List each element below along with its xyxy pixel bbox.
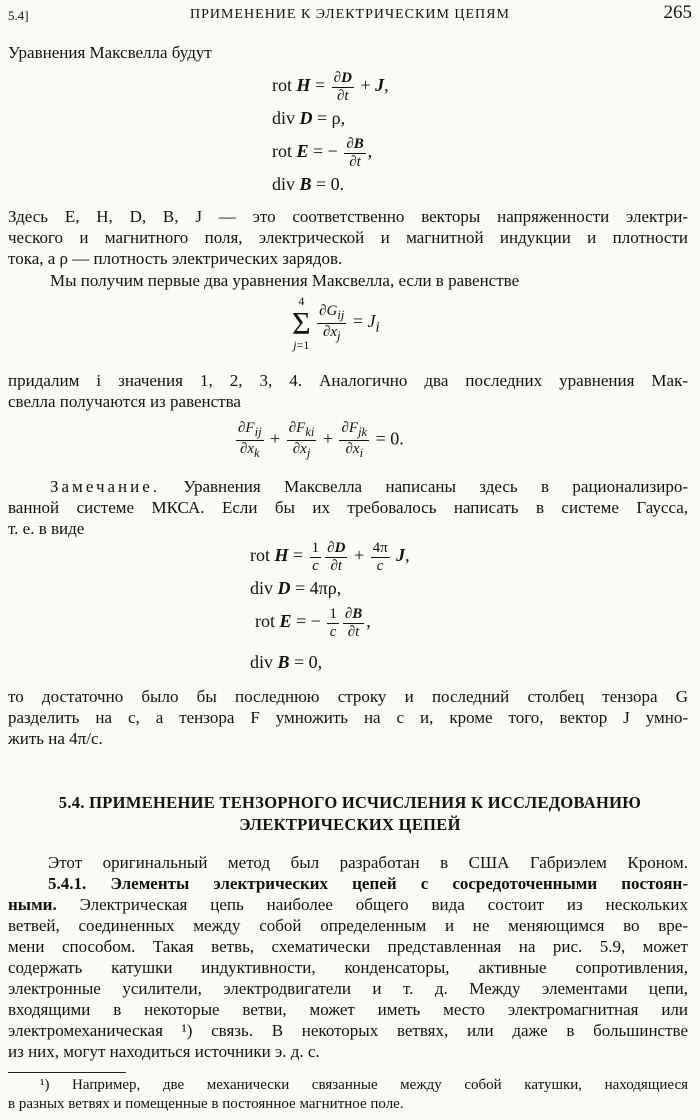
text-line: ¹) Например, две механически связанные между собой катушки, находящиеся	[40, 1077, 688, 1093]
text-line: жить на 4π/c.	[8, 729, 103, 748]
text-line: тока, а ρ — плотность электрических зарядов.	[8, 249, 343, 268]
heading-line: 5.4. ПРИМЕНЕНИЕ ТЕНЗОРНОГО ИСЧИСЛЕНИЯ К ИССЛЕДОВАНИЮ	[58, 793, 642, 812]
paragraph-gauss	[8, 686, 688, 749]
section-number: 5.4]	[8, 8, 29, 23]
text-line: содержать катушки индуктивности, конденсаторы, активные сопротивления,	[8, 958, 688, 977]
equation-sum-g: 4 Σ j=1 $\frac{\partial G_{ij}}{\partial x_j}$ = $J_i$	[292, 294, 380, 352]
running-header	[8, 4, 692, 30]
paragraph-kron	[8, 852, 688, 894]
text-line: придалим i значения 1, 2, 3, 4. Аналогично два последних уравнения Мак-	[8, 371, 688, 390]
text-line: ванной системе МКСА. Если бы их требовалось написать в системе Гаусса,	[8, 498, 688, 517]
text-line: из них, могут находиться источники э. д. с.	[8, 1042, 320, 1061]
text-line: электромеханическая ¹) связь. В некоторых ветвях, или даже в большинстве	[8, 1021, 688, 1040]
text-line: мени способом. Такая ветвь, схематически представленная на рис. 5.9, может	[8, 937, 688, 956]
text-line: Здесь E, H, D, B, J — это соответственно векторы напряженности электри-	[8, 207, 688, 226]
equation-f-tensor: $\frac{\partial F_{ij}}{\partial x_k}$ + $\frac{\partial F_{ki}}{\partial x_j}$ + $\frac{\partial F_{jk}}{\partial x_i}$ = 0.	[238, 420, 404, 460]
text-line: свелла получаются из равенства	[8, 392, 241, 411]
equation-rot-e: rot E = − $\frac{\partial B}{\partial t}$ ,	[272, 136, 373, 170]
equation-gauss-div-d: div D = 4πρ,	[250, 578, 342, 598]
subsection-heading-cont: ными.	[8, 895, 57, 914]
text-line: Этот оригинальный метод был разработан в США Габриэлем Кроном.	[48, 853, 688, 872]
text-line: Замечание. Уравнения Максвелла написаны здесь в рационализиро-	[50, 477, 689, 496]
text-line: в разных ветвях и помещенные в постоянное магнитное поле.	[8, 1096, 404, 1112]
text-line: разделить на c, а тензора F умножить на c и, кроме того, вектор J умно-	[8, 708, 688, 727]
footnote	[8, 1076, 688, 1114]
text-line: ветвей, соединенных между собой определенным и не меняющимся во вре-	[8, 916, 688, 935]
running-title: ПРИМЕНЕНИЕ К ЭЛЕКТРИЧЕСКИМ ЦЕПЯМ	[190, 7, 510, 22]
text-line: то достаточно было бы последнюю строку и последний столбец тензора G	[8, 687, 688, 706]
section-heading	[8, 792, 692, 836]
paragraph-definitions	[8, 206, 688, 269]
equation-gauss-rot-h: rot H = $\frac{1}{c}$ $\frac{\partial D}{\partial t}$ + $\frac{4\pi}{c}$ J,	[250, 540, 410, 574]
text-line: т. е. в виде	[8, 519, 85, 538]
equation-gauss-rot-e: rot E = − $\frac{1}{c}$ $\frac{\partial B}{\partial t}$ ,	[255, 606, 371, 640]
subsection-heading: 5.4.1. Элементы электрических цепей с сосредоточенными постоян-	[48, 874, 688, 893]
text-line: ными. Электрическая цепь наиболее общего вида состоит из нескольких	[8, 895, 688, 914]
text-line: электронные усилители, электродвигатели и т. д. Между элементами цепи,	[8, 979, 688, 998]
footnote-rule	[8, 1072, 126, 1073]
page-number: 265	[663, 2, 692, 23]
paragraph-maxwell: Мы получим первые два уравнения Максвелла, если в равенстве	[50, 271, 520, 290]
equation-div-d: div D = ρ,	[272, 108, 346, 128]
remark-label: Замечание.	[50, 477, 161, 496]
paragraph-remark	[8, 476, 688, 539]
equation-gauss-div-b: div B = 0,	[250, 652, 323, 672]
heading-line: ЭЛЕКТРИЧЕСКИХ ЦЕПЕЙ	[239, 815, 461, 834]
equation-rot-h: rot H = $\frac{\partial D}{\partial t}$ + J,	[272, 70, 389, 104]
text-line: ческого и магнитного поля, электрической и магнитной индукции и плотности	[8, 228, 688, 247]
paragraph-circuit	[8, 894, 688, 1062]
equation-div-b: div B = 0.	[272, 174, 345, 194]
text-line: входящими в некоторые ветви, может иметь место электромагнитная или	[8, 1000, 688, 1019]
intro-line: Уравнения Максвелла будут	[8, 43, 212, 62]
paragraph-index	[8, 370, 688, 412]
